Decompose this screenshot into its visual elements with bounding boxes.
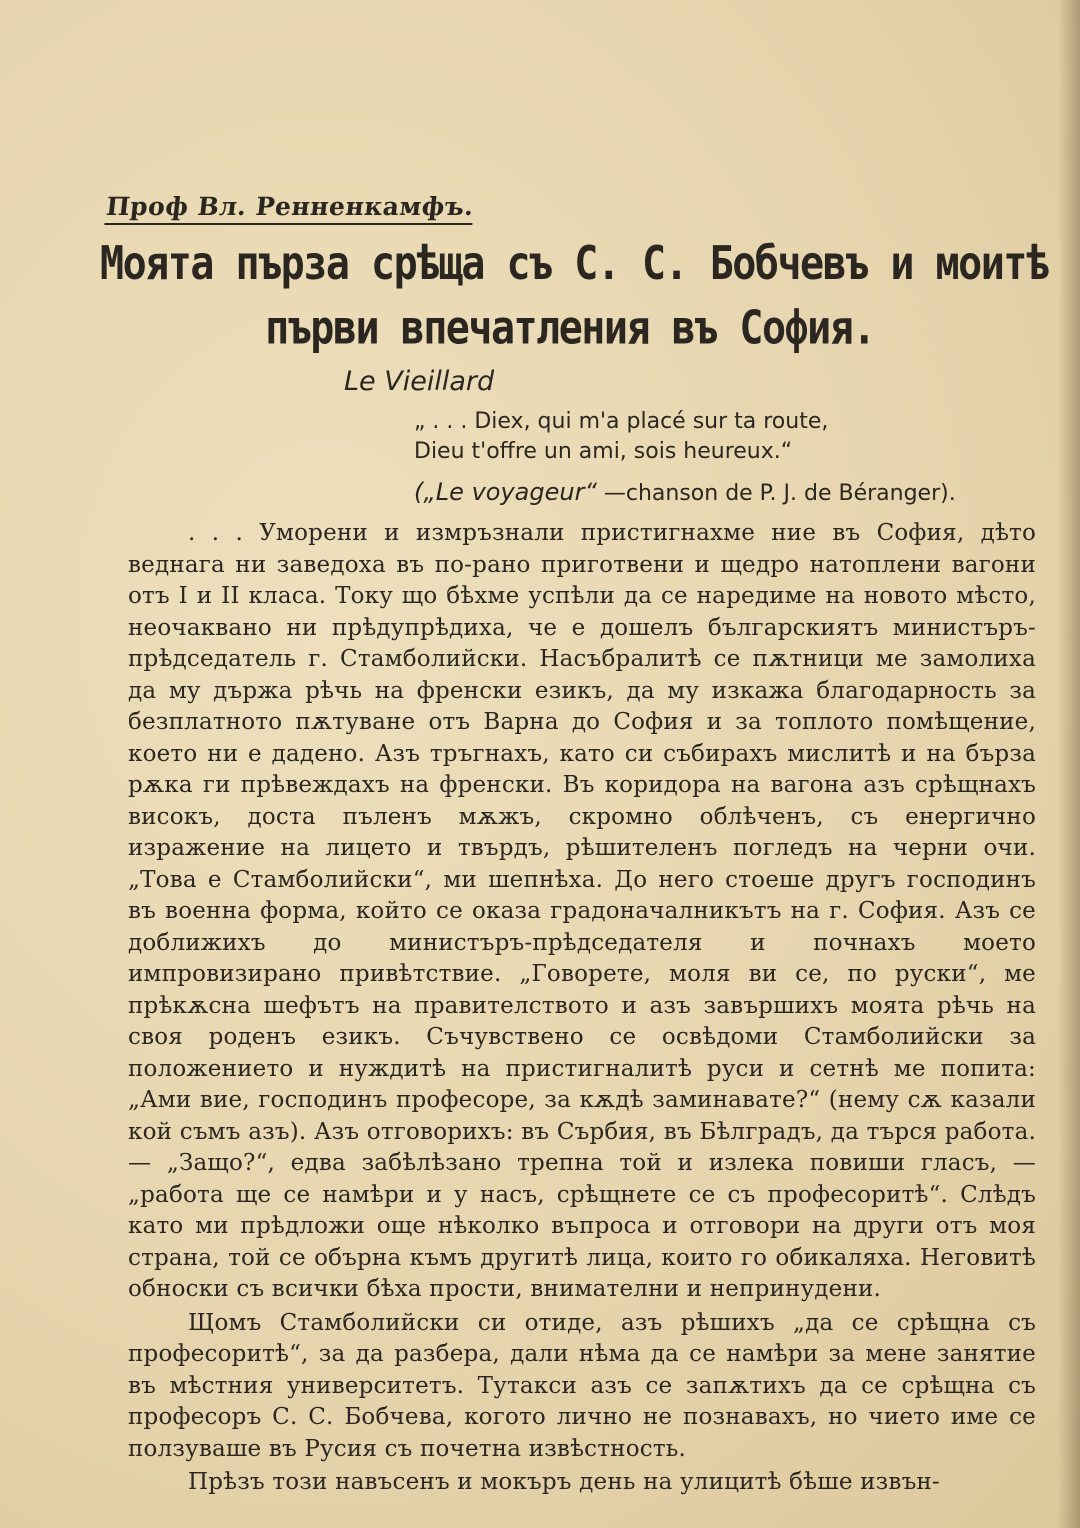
page-spine-shadow (1058, 0, 1080, 1528)
title-line-1: Моята пърза срѣща съ С. С. Бобчевъ и моитѣ (100, 237, 1049, 291)
epigraph-source (344, 477, 1044, 509)
article-body (128, 518, 1036, 1499)
author-byline: Проф Вл. Ренненкамфъ. (104, 192, 475, 225)
epigraph-title: Le Vieillard (344, 366, 495, 397)
article-title (100, 232, 1049, 361)
epigraph-line-1: „ . . . Diex, qui m'a placé sur ta route, (414, 409, 829, 434)
epigraph-source-rest: —chanson de P. J. de Béranger). (596, 481, 956, 506)
title-line-2: първи впечатления въ София. (265, 302, 875, 356)
body-paragraph-1: . . . Уморени и измръзнали пристигнахме ние въ София, дѣто веднага ни заведоха въ по-рано приготвени и щедро натоплени вагони отъ I и II класа. Току що бѣхме успѣли да се наредиме на новото мѣсто, неочаквано ни прѣдупрѣдиха, че е дошелъ българскиятъ министъръ-прѣдседатель г. Стамболийски. Насъбралитѣ се пѫтници ме замолиха да му държа рѣчь на френски езикъ, да му изкажа благодарность за безплатното пѫтуване отъ Варна до София и за топлото помѣщение, което ни е дадено. Азъ тръгнахъ, като си събирахъ мислитѣ и на бърза рѫка ги прѣвеждахъ на френски. Въ коридора на вагона азъ срѣщнахъ високъ, доста пъленъ мѫжъ, скромно облѣченъ, съ енергично изражение на лицето и твърдъ, рѣшителенъ погледъ на черни очи. „Това е Стамболийски“, ми шепнѣха. До него стоеше другъ господинъ въ военна форма, който се оказа градоначалникътъ на г. София. Азъ се доближихъ до министъръ-прѣдседателя и почнахъ моето импровизирано привѣтствие. „Говорете, моля ви се, по руски“, ме прѣкѫсна шефътъ на правителството и азъ завършихъ моята рѣчь на своя роденъ езикъ. Съчувствено се освѣдоми Стамболийски за положението и нуждитѣ на пристигналитѣ руси и сетнѣ ме попита: „Ами вие, господинъ професоре, за кѫдѣ заминавате?“ (нему сѫ казали кой съмъ азъ). Азъ отговорихъ: въ Сърбия, въ Бѣлградъ, да търся работа. — „Защо?“, едва забѣлѣзано трепна той и излека повиши гласъ, — „работа ще се намѣри и у насъ, срѣщнете се съ професоритѣ“. Слѣдъ като ми прѣдложи още нѣколко въпроса и отговори на други отъ моя страна, той се обърна къмъ другитѣ лица, които го обикаляха. Неговитѣ обноски съ всички бѣха прости, внимателни и непринудени. (128, 520, 1036, 1302)
epigraph (344, 366, 1044, 509)
body-paragraph-3: Прѣзъ този навъсенъ и мокъръ день на улицитѣ бѣше извън- (188, 1469, 940, 1495)
body-paragraph-2: Щомъ Стамболийски си отиде, азъ рѣшихъ „да се срѣщна съ професоритѣ“, за да разбера, дали нѣма да се намѣри за мене занятие въ мѣстния университетъ. Тутакси азъ се запѫтихъ да се срѣщна съ професоръ С. С. Бобчева, когото лично не познавахъ, но чието име се ползуваше въ Русия съ почетна извѣстность. (128, 1309, 1036, 1462)
epigraph-source-title: („Le voyageur“ (414, 478, 597, 506)
epigraph-line-2: Dieu t'offre un ami, sois heureux.“ (414, 439, 793, 464)
